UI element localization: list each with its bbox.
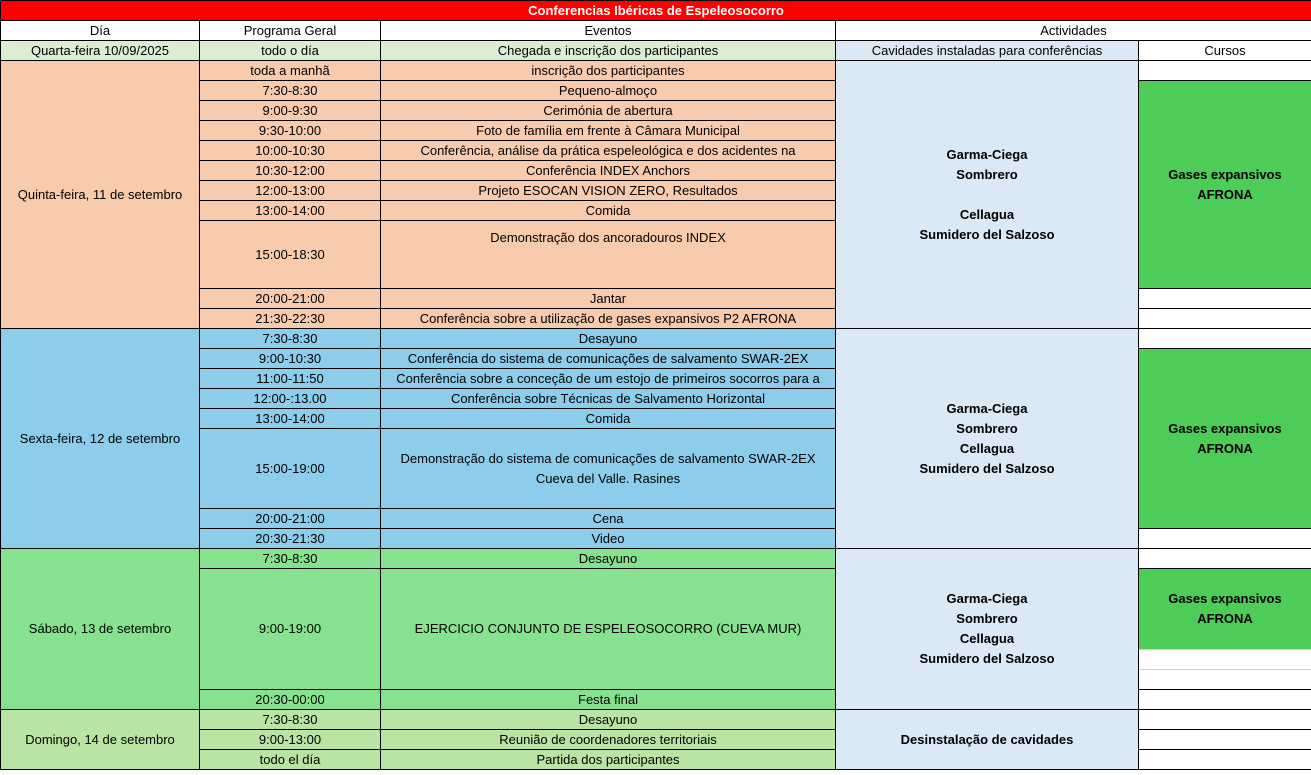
friday-event-location: Cueva del Valle. Rasines	[535, 470, 681, 486]
thursday-time[interactable]: 12:00-13:00	[200, 181, 381, 201]
saturday-event[interactable]: EJERCICIO CONJUNTO DE ESPELEOSOCORRO (CUEVA MUR)	[381, 569, 836, 690]
thursday-caves[interactable]	[836, 61, 1139, 329]
friday-row-1	[1, 329, 1311, 349]
course-cell-empty[interactable]	[1139, 690, 1311, 710]
thursday-course[interactable]	[1139, 81, 1311, 289]
header-row	[1, 21, 1311, 41]
course-cell-empty[interactable]	[1139, 329, 1311, 349]
course-cell-empty[interactable]	[1139, 750, 1311, 770]
friday-time[interactable]: 20:30-21:30	[200, 529, 381, 549]
friday-time[interactable]: 7:30-8:30	[200, 329, 381, 349]
sunday-event[interactable]: Partida dos participantes	[381, 750, 836, 770]
sunday-activity[interactable]: Desinstalação de cavidades	[836, 710, 1139, 770]
saturday-event[interactable]: Desayuno	[381, 549, 836, 569]
saturday-time[interactable]: 7:30-8:30	[200, 549, 381, 569]
course-provider: AFRONA	[1197, 440, 1253, 456]
thursday-time[interactable]: 9:00-9:30	[200, 101, 381, 121]
thursday-event[interactable]: Foto de família em frente à Câmara Municipal	[381, 121, 836, 141]
thursday-time[interactable]: 10:00-10:30	[200, 141, 381, 161]
course-cell-empty[interactable]	[1139, 289, 1311, 309]
cave-name: Cellagua	[959, 631, 1015, 646]
schedule-title[interactable]: Conferencias Ibéricas de Espeleosocorro	[1, 1, 1311, 21]
course-cell-empty[interactable]	[1139, 529, 1311, 549]
header-dia[interactable]: Día	[1, 21, 200, 41]
saturday-row-1	[1, 549, 1311, 569]
thursday-time[interactable]: 21:30-22:30	[200, 309, 381, 329]
course-provider: AFRONA	[1197, 186, 1253, 202]
sunday-row-1	[1, 710, 1311, 730]
sunday-time[interactable]: todo el día	[200, 750, 381, 770]
thursday-time[interactable]: 9:30-10:00	[200, 121, 381, 141]
cave-name: Sumidero del Salzoso	[919, 226, 1055, 242]
thursday-event[interactable]: inscrição dos participantes	[381, 61, 836, 81]
thursday-row-1	[1, 61, 1311, 81]
thursday-time[interactable]: 15:00-18:30	[200, 221, 381, 289]
sunday-event[interactable]: Reunião de coordenadores territoriais	[381, 730, 836, 750]
cave-name: Garma-Ciega	[946, 146, 1028, 162]
saturday-event[interactable]: Festa final	[381, 690, 836, 710]
course-cell-empty[interactable]	[1139, 61, 1311, 81]
thursday-event[interactable]: Comida	[381, 201, 836, 221]
wednesday-event[interactable]: Chegada e inscrição dos participantes	[381, 41, 836, 61]
wednesday-day[interactable]: Quarta-feira 10/09/2025	[1, 41, 200, 61]
cave-name: Sumidero del Salzoso	[919, 460, 1055, 476]
header-eventos[interactable]: Eventos	[381, 21, 836, 41]
course-cell-empty[interactable]	[1139, 549, 1311, 569]
cave-name: Sombrero	[956, 420, 1018, 436]
friday-time[interactable]: 15:00-19:00	[200, 429, 381, 509]
friday-time[interactable]: 13:00-14:00	[200, 409, 381, 429]
friday-day[interactable]: Sexta-feira, 12 de setembro	[1, 329, 200, 549]
friday-event[interactable]: Comida	[381, 409, 836, 429]
friday-time[interactable]: 9:00-10:30	[200, 349, 381, 369]
saturday-course-column[interactable]	[1139, 569, 1311, 690]
saturday-course[interactable]	[1139, 569, 1311, 649]
friday-event[interactable]: Conferência sobre Técnicas de Salvamento Horizontal	[381, 389, 836, 409]
courses-header[interactable]: Cursos	[1139, 41, 1311, 61]
thursday-time[interactable]: toda a manhã	[200, 61, 381, 81]
thursday-time[interactable]: 13:00-14:00	[200, 201, 381, 221]
friday-event: Demonstração do sistema de comunicações de salvamento SWAR-2EX	[400, 450, 816, 466]
cave-name: Sumidero del Salzoso	[919, 651, 1055, 666]
saturday-time[interactable]: 20:30-00:00	[200, 690, 381, 710]
course-provider: AFRONA	[1197, 611, 1253, 626]
thursday-event[interactable]: Conferência, análise da prática espeleológica e dos acidentes na	[381, 141, 836, 161]
friday-event[interactable]: Video	[381, 529, 836, 549]
cave-name: Sombrero	[956, 166, 1018, 182]
cave-name: Sombrero	[956, 611, 1018, 626]
sunday-time[interactable]: 9:00-13:00	[200, 730, 381, 750]
wednesday-time[interactable]: todo o día	[200, 41, 381, 61]
course-name: Gases expansivos	[1168, 166, 1282, 182]
friday-event[interactable]: Conferência sobre a conceção de um estojo de primeiros socorros para a	[381, 369, 836, 389]
course-cell-empty[interactable]	[1139, 669, 1311, 689]
thursday-event[interactable]: Demonstração dos ancoradouros INDEX	[381, 221, 836, 289]
sunday-time[interactable]: 7:30-8:30	[200, 710, 381, 730]
friday-time[interactable]: 12:00-:13.00	[200, 389, 381, 409]
sunday-day[interactable]: Domingo, 14 de setembro	[1, 710, 200, 770]
saturday-caves[interactable]	[836, 549, 1139, 710]
cave-name: Garma-Ciega	[946, 591, 1028, 606]
cave-name: Cellagua	[959, 440, 1015, 456]
thursday-event[interactable]: Conferência INDEX Anchors	[381, 161, 836, 181]
friday-time[interactable]: 20:00-21:00	[200, 509, 381, 529]
thursday-time[interactable]: 7:30-8:30	[200, 81, 381, 101]
saturday-time[interactable]: 9:00-19:00	[200, 569, 381, 690]
header-programa[interactable]: Programa Geral	[200, 21, 381, 41]
course-cell-empty[interactable]	[1139, 730, 1311, 750]
sunday-event[interactable]: Desayuno	[381, 710, 836, 730]
thursday-event[interactable]: Conferência sobre a utilização de gases expansivos P2 AFRONA	[381, 309, 836, 329]
activities-caves-header[interactable]: Cavidades instaladas para conferências	[836, 41, 1139, 61]
cave-name: Garma-Ciega	[946, 400, 1028, 416]
course-cell-empty[interactable]	[1139, 710, 1311, 730]
thursday-time[interactable]: 10:30-12:00	[200, 161, 381, 181]
friday-event-multiline[interactable]	[381, 429, 836, 509]
course-cell-empty[interactable]	[1139, 649, 1311, 669]
title-row	[1, 1, 1311, 21]
course-cell-empty[interactable]	[1139, 309, 1311, 329]
thursday-event[interactable]: Cerimónia de abertura	[381, 101, 836, 121]
thursday-day[interactable]: Quinta-feira, 11 de setembro	[1, 61, 200, 329]
friday-course[interactable]	[1139, 349, 1311, 529]
course-name: Gases expansivos	[1168, 591, 1282, 606]
thursday-event[interactable]: Jantar	[381, 289, 836, 309]
cave-name	[838, 185, 1136, 205]
course-name: Gases expansivos	[1168, 420, 1282, 436]
thursday-event[interactable]: Pequeno-almoço	[381, 81, 836, 101]
friday-event[interactable]: Cena	[381, 509, 836, 529]
friday-caves[interactable]	[836, 329, 1139, 549]
wednesday-row	[1, 41, 1311, 61]
friday-time[interactable]: 11:00-11:50	[200, 369, 381, 389]
saturday-day[interactable]: Sábado, 13 de setembro	[1, 549, 200, 710]
friday-event[interactable]: Desayuno	[381, 329, 836, 349]
friday-event[interactable]: Conferência do sistema de comunicações de salvamento SWAR-2EX	[381, 349, 836, 369]
header-actividades[interactable]: Actividades	[836, 21, 1311, 41]
cave-name: Cellagua	[959, 206, 1015, 222]
thursday-time[interactable]: 20:00-21:00	[200, 289, 381, 309]
thursday-event[interactable]: Projeto ESOCAN VISION ZERO, Resultados	[381, 181, 836, 201]
